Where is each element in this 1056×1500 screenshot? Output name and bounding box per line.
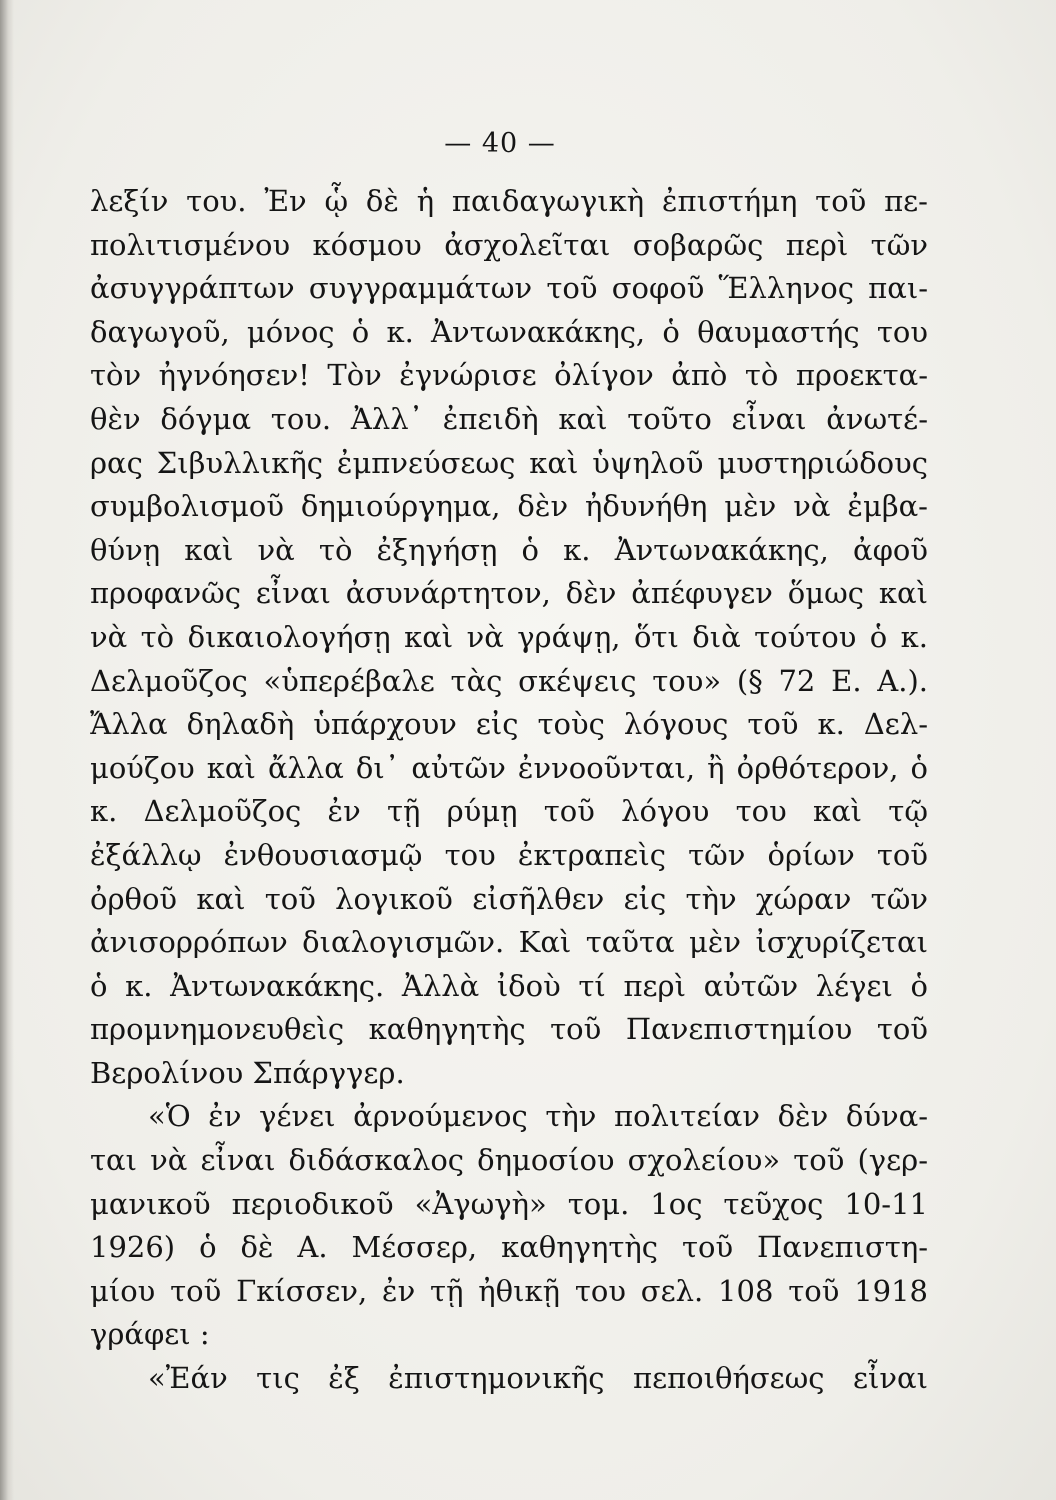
page-number: — 40 — [444, 128, 556, 159]
quote-line: «Ὁ ἐν γένει ἀρνούμενος τὴν πολιτείαν δὲν δύνα- [148, 1099, 928, 1134]
text-line: ἐξάλλῳ ἐνθουσιασμῷ του ἐκτραπεὶς τῶν ὁρίων τοῦ [90, 837, 928, 872]
text-line: ρας Σιβυλλικῆς ἐμπνεύσεως καὶ ὑψηλοῦ μυστηριώδους [90, 445, 928, 480]
quote-line: ται νὰ εἶναι διδάσκαλος δημοσίου σχολείου» τοῦ (γερ- [90, 1143, 928, 1178]
text-line: ὀρθοῦ καὶ τοῦ λογικοῦ εἰσῆλθεν εἰς τὴν χώραν τῶν [90, 881, 928, 916]
text-line: ὁ κ. Ἀντωνακάκης. Ἀλλὰ ἰδοὺ τί περὶ αὐτῶν λέγει ὁ [90, 968, 928, 1003]
quote-line: μανικοῦ περιοδικοῦ «Ἀγωγὴ» τομ. 1ος τεῦχος 10-11 [90, 1186, 928, 1221]
text-line: ἀσυγγράπτων συγγραμμάτων τοῦ σοφοῦ Ἕλληνος παι- [90, 271, 928, 306]
text-line: τὸν ἠγνόησεν! Τὸν ἐγνώρισε ὀλίγον ἀπὸ τὸ προεκτα- [90, 358, 928, 393]
text-line: προμνημονευθεὶς καθηγητὴς τοῦ Πανεπιστημίου τοῦ [90, 1012, 928, 1047]
text-line: δαγωγοῦ, μόνος ὁ κ. Ἀντωνακάκης, ὁ θαυμαστής του [90, 314, 928, 349]
quote-line: μίου τοῦ Γκίσσεν, ἐν τῇ ἠθικῇ του σελ. 108 τοῦ 1918 [90, 1273, 928, 1308]
quote-line: 1926) ὁ δὲ Α. Μέσσερ, καθηγητὴς τοῦ Πανεπιστη- [90, 1230, 928, 1265]
quote-line: «Ἐάν τις ἐξ ἐπιστημονικῆς πεποιθήσεως εἶναι [148, 1361, 928, 1396]
text-line: μούζου καὶ ἄλλα δι᾿ αὐτῶν ἐννοοῦνται, ἢ ὀρθότερον, ὁ [90, 750, 928, 785]
quote-line: γράφει : [90, 1317, 210, 1352]
text-line: λεξίν του. Ἐν ᾧ δὲ ἡ παιδαγωγικὴ ἐπιστήμη τοῦ πε- [90, 184, 928, 218]
body-text [90, 180, 928, 1401]
text-line: ἀνισορρόπων διαλογισμῶν. Καὶ ταῦτα μὲν ἰσχυρίζεται [90, 925, 928, 960]
text-line: συμβολισμοῦ δημιούργημα, δὲν ἠδυνήθη μὲν νὰ ἐμβα- [90, 489, 928, 524]
text-line: θὲν δόγμα του. Ἀλλ᾿ ἐπειδὴ καὶ τοῦτο εἶναι ἀνωτέ- [90, 401, 928, 436]
page-binding-edge [0, 0, 14, 1500]
text-line: πολιτισμένου κόσμου ἀσχολεῖται σοβαρῶς περὶ τῶν [90, 227, 928, 262]
text-line: θύνῃ καὶ νὰ τὸ ἐξηγήσῃ ὁ κ. Ἀντωνακάκης, ἀφοῦ [90, 532, 928, 567]
text-line: προφανῶς εἶναι ἀσυνάρτητον, δὲν ἀπέφυγεν ὅμως καὶ [90, 576, 928, 611]
text-line: κ. Δελμοῦζος ἐν τῇ ρύμῃ τοῦ λόγου του καὶ τῷ [90, 794, 928, 829]
text-line: νὰ τὸ δικαιολογήσῃ καὶ νὰ γράψῃ, ὅτι διὰ τούτου ὁ κ. [90, 619, 928, 654]
text-line: Βερολίνου Σπάργγερ. [90, 1055, 405, 1090]
text-line: Δελμοῦζος «ὑπερέβαλε τὰς σκέψεις του» (§ 72 Ε. Α.). [90, 663, 928, 698]
text-line: Ἄλλα δηλαδὴ ὑπάρχουν εἰς τοὺς λόγους τοῦ κ. Δελ- [90, 707, 928, 742]
